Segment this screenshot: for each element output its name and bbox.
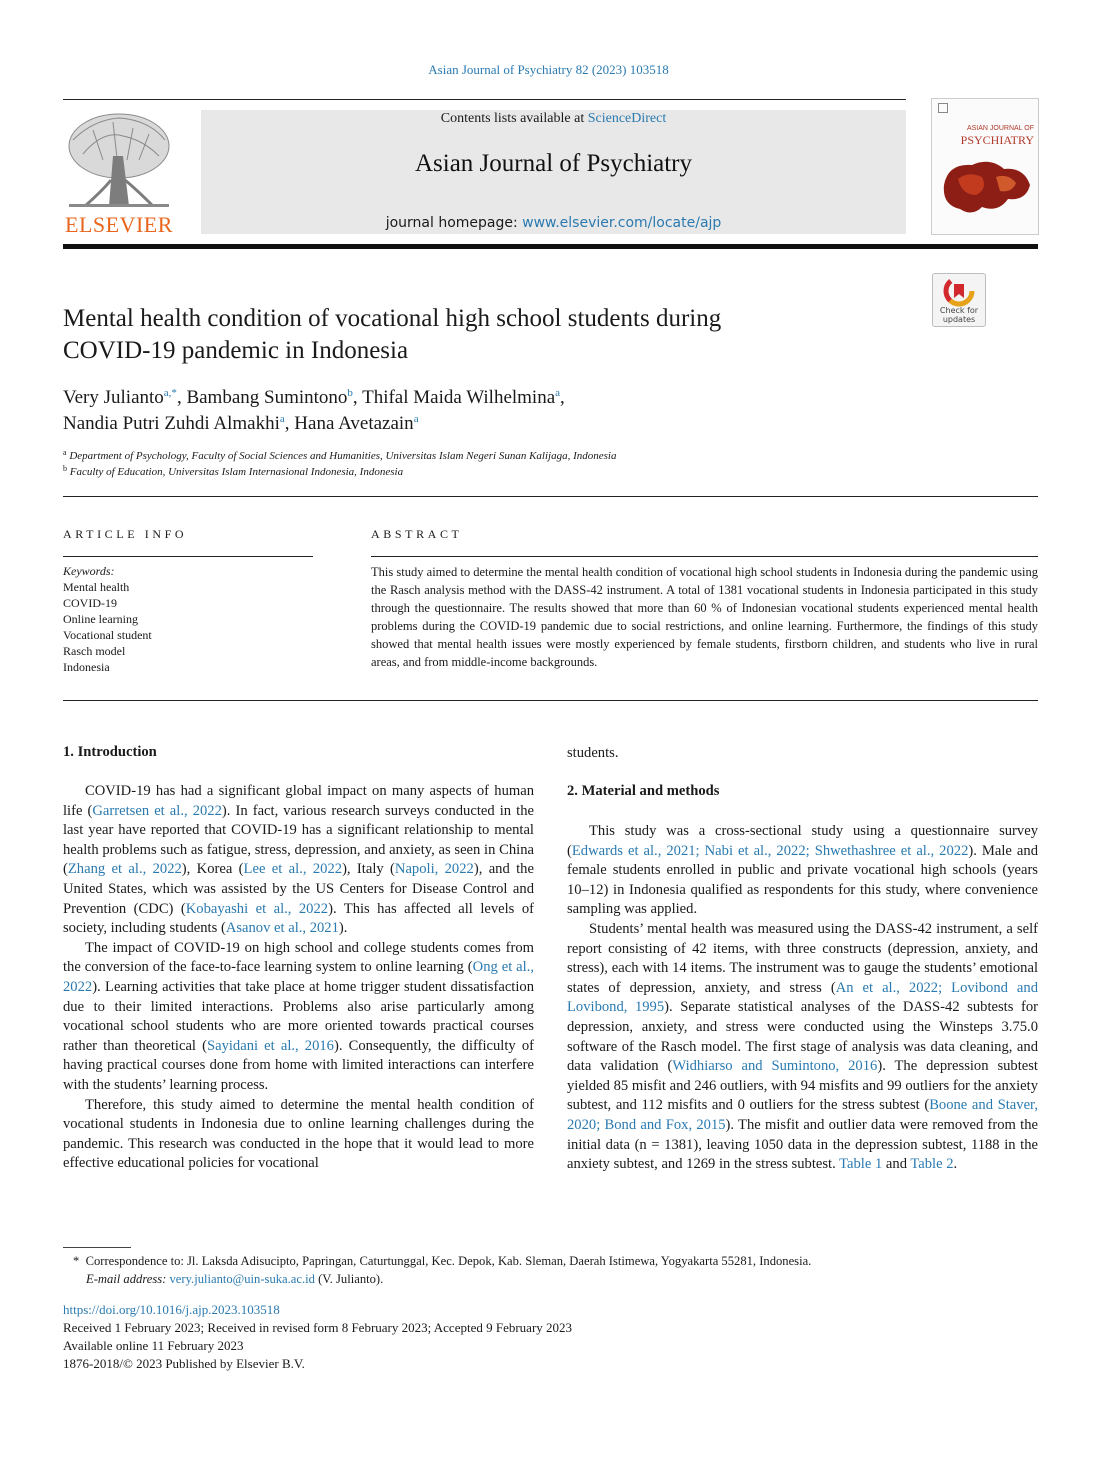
keywords-label: Keywords: — [63, 564, 115, 578]
author-name[interactable]: Thifal Maida Wilhelmina — [362, 387, 556, 408]
table-link[interactable]: Table 1 — [839, 1156, 883, 1173]
citation-link[interactable]: Edwards et al., 2021; Nabi et al., 2022; Shwethashree et al., 2022 — [571, 842, 969, 859]
author-list: Very Julianto$^{a,*}$, Bambang Sumintono$^b$, Thifal Maida Wilhelmina$^a$, Nandia Putri Zuhdi Almakhi$^a$, Hana Avetazain$^a$ — [63, 387, 565, 434]
header-thick-rule — [63, 244, 1038, 249]
keyword: Mental health — [63, 580, 130, 594]
cover-map-image — [938, 155, 1034, 219]
cover-title-small: ASIAN JOURNAL OF — [966, 125, 1034, 132]
citation-link[interactable]: Garretsen et al., 2022 — [92, 802, 222, 819]
correspondence-footnote: * Correspondence to: Jl. Laksda Adisucipto, Papringan, Caturtunggal, Kec. Depok, Kab. Sleman, Daerah Istimewa, Yogyakarta 55281, Indonesia. E-mail address: very.julianto@uin-suka.ac.id (V. Julianto). — [73, 1254, 812, 1286]
journal-reference[interactable]: Asian Journal of Psychiatry 82 (2023) 103518 — [428, 62, 669, 77]
introduction-body: COVID-19 has had a significant global impact on many aspects of human life (Garretsen et al., 2022). In fact, various research surveys conducted in the last year have reported that COVID-19 has a significant relationship to mental health problems such as fatigue, stress, depression, and anxiety, as seen in China (Zhang et al., 2022), Korea (Lee et al., 2022), Italy (Napoli, 2022), and the United States, which was assisted by the US Centers for Disease Control and Prevention (CDC) (Kobayashi et al., 2022). This has affected all levels of society, including students (Asanov et al., 2021). The impact of COVID-19 on high school and college students comes from the conversion of the face-to-face learning system to online learning (Ong et al., 2022). Learning activities that take place at home trigger student dissatisfaction due to their limited interactions. Problems also arise particularly among vocational school students who are more oriented towards practical courses rather than theoretical (Sayidani et al., 2016). Consequently, the difficulty of having practical courses done from home with limited interactions can interfere with the students’ learning process. Therefore, this study aimed to determine the mental health condition of vocational students in Indonesia due to online learning challenges during the pandemic. This research was conducted in the hope that it would lead to more effective educational policies for vocational — [63, 783, 535, 1172]
keyword: Indonesia — [63, 660, 110, 674]
footnote-rule — [63, 1247, 131, 1248]
journal-title: Asian Journal of Psychiatry — [414, 150, 693, 177]
elsevier-wordmark: ELSEVIER — [65, 212, 173, 237]
contents-line: Contents lists available at ScienceDirect — [440, 111, 667, 126]
citation-link[interactable]: An et al., 2022; Lovibond and Lovibond, 1995 — [567, 979, 1038, 1016]
divider — [63, 496, 1038, 497]
divider — [371, 556, 1038, 557]
author-name[interactable]: Hana Avetazain — [294, 413, 414, 434]
author-name[interactable]: Bambang Sumintono — [186, 387, 348, 408]
cover-title: PSYCHIATRY — [960, 133, 1034, 147]
author-name[interactable]: Nandia Putri Zuhdi Almakhi — [63, 413, 280, 434]
keyword: Vocational student — [63, 628, 152, 642]
citation-link[interactable]: Sayidani et al., 2016 — [206, 1037, 334, 1054]
sciencedirect-link[interactable]: ScienceDirect — [587, 111, 667, 126]
email-link[interactable]: very.julianto@uin-suka.ac.id — [169, 1272, 315, 1286]
affiliation-b: $^b$ Faculty of Education, Universitas Islam Internasional Indonesia, Indonesia — [63, 464, 404, 478]
publication-info: https://doi.org/10.1016/j.ajp.2023.103518 Received 1 February 2023; Received in revised form 8 February 2023; Accepted 9 February 2023 Available online 11 February 2023 1876-2018/© 2023 Published by Elsevier B.V. — [63, 1302, 573, 1371]
check-updates-icon — [933, 274, 985, 308]
keyword: Rasch model — [63, 644, 126, 658]
header-rule — [63, 99, 906, 100]
doi-link[interactable]: https://doi.org/10.1016/j.ajp.2023.103518 — [63, 1302, 280, 1317]
citation-link[interactable]: Ong et al., 2022 — [63, 959, 535, 995]
introduction-heading: 1. Introduction — [63, 744, 157, 760]
divider — [63, 700, 1038, 701]
methods-body: This study was a cross-sectional study using a questionnaire survey (Edwards et al., 2021; Nabi et al., 2022; Shwethashree et al., 2022). Male and female students enrolled in public and private vocational high schools (years 10–12) in Indonesia qualified as respondents for this study, where convenience sampling was applied. Students’ mental health was measured using the DASS-42 instrument, a self report consisting of 42 items, with three constructs (depression, anxiety, and stress), each with 14 items. The instrument was to gauge the students’ emotional states of depression, anxiety, and stress (An et al., 2022; Lovibond and Lovibond, 1995). Separate statistical analyses of the DASS-42 subtests for depression, anxiety, and stress were conducted using the Winsteps 3.75.0 software of the Rasch model. The first stage of analysis was data cleaning, and data validation (Widhiarso and Sumintono, 2016). The depression subtest yielded 85 misfit and 246 outliers, with 94 misfits and 99 outliers for the anxiety subtest, and 112 misfits and 0 outliers for the stress subtest (Boone and Staver, 2020; Bond and Fox, 2015). The misfit and outlier data were removed from the initial data (n = 1381), leaving 1050 data in the depression subtest, 1188 in the anxiety subtest, and 1269 in the stress subtest. Table 1 and Table 2. — [567, 823, 1038, 1173]
check-updates-label: Check for updates — [939, 306, 979, 324]
citation-link[interactable]: Boone and Staver, 2020; Bond and Fox, 2015 — [567, 1097, 1038, 1133]
citation-link[interactable]: Lee et al., 2022 — [243, 861, 343, 878]
keywords-block — [63, 563, 303, 675]
cover-logo-icon — [938, 103, 948, 113]
table-link[interactable]: Table 2 — [910, 1156, 954, 1173]
continued-text: students. — [567, 745, 619, 761]
homepage-link[interactable]: www.elsevier.com/locate/ajp — [522, 215, 722, 231]
methods-heading: 2. Material and methods — [567, 783, 720, 799]
citation-link[interactable]: Widhiarso and Sumintono, 2016 — [672, 1058, 878, 1075]
journal-homepage: journal homepage: www.elsevier.com/locate/ajp — [385, 215, 722, 231]
abstract-heading: ABSTRACT — [371, 527, 463, 541]
article-info-heading: ARTICLE INFO — [63, 527, 188, 541]
citation-link[interactable]: Kobayashi et al., 2022 — [185, 900, 329, 917]
citation-link[interactable]: Asanov et al., 2021 — [225, 920, 339, 937]
author-name[interactable]: Very Julianto — [63, 387, 164, 408]
divider — [63, 556, 313, 557]
citation-link[interactable]: Napoli, 2022 — [394, 861, 474, 878]
abstract-text: This study aimed to determine the mental health condition of vocational high school students in Indonesia during the pandemic using the Rasch analysis method with the DASS-42 instrument. A total of 1381 vocational students in Indonesia participated in this study through the questionnaire. The results showed that more than 60 % of Indonesian vocational students experienced mental health problems during the COVID-19 pandemic due to social restrictions, and online learning. Furthermore, the findings of this study showed that mental health issues were mostly experienced by female students, firstborn children, and students who live in rural areas, and from middle-income backgrounds. — [371, 565, 1038, 669]
keyword: Online learning — [63, 612, 138, 626]
journal-cover-thumbnail[interactable] — [931, 98, 1039, 235]
article-title: Mental health condition of vocational high school students during COVID-19 pandemic in Indonesia — [63, 305, 722, 364]
citation-link[interactable]: Zhang et al., 2022 — [67, 861, 182, 878]
keyword: COVID-19 — [63, 596, 117, 610]
affiliation-a: $^a$ Department of Psychology, Faculty of Social Sciences and Humanities, Universitas Islam Negeri Sunan Kalijaga, Indonesia — [63, 448, 617, 462]
